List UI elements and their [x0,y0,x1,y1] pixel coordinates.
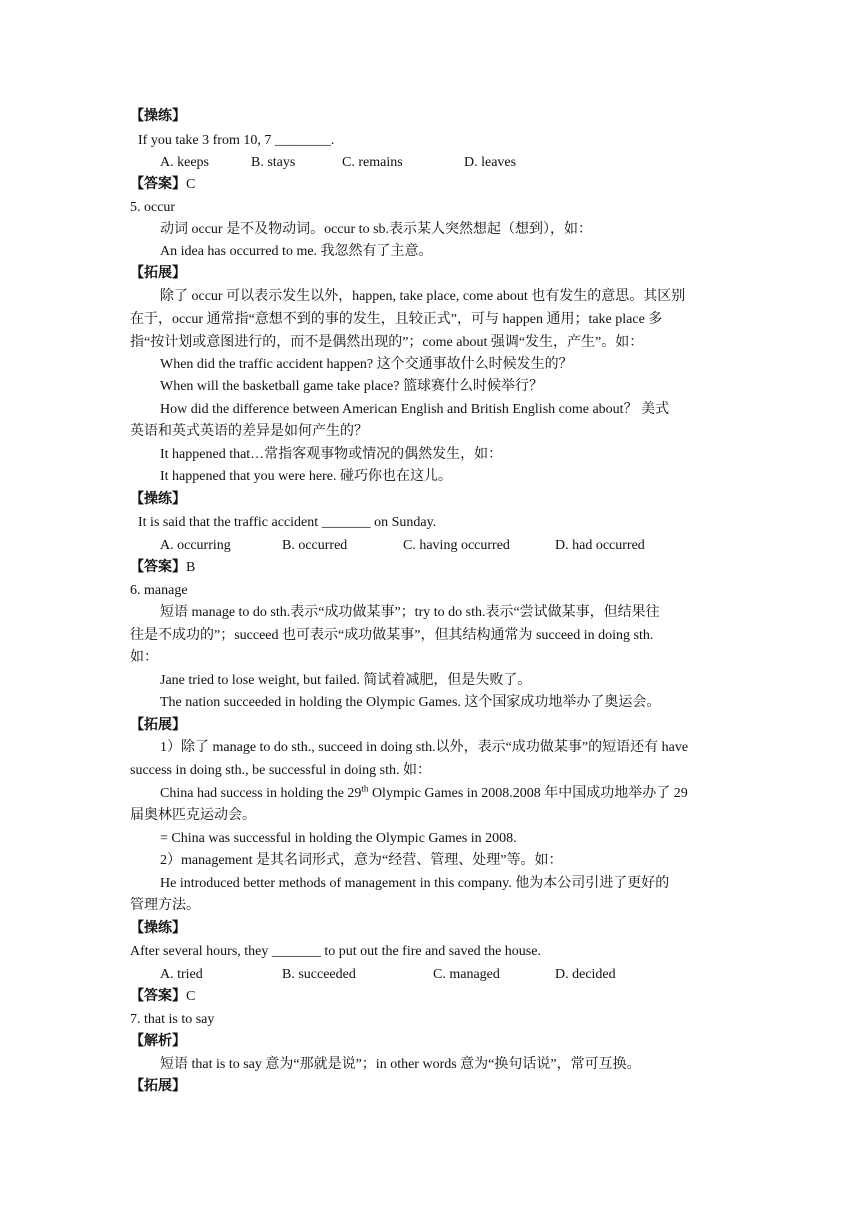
example-part: Olympic Games in 2008.2008 年中国成功地举办了 29 [368,786,688,801]
answer-value: C [186,177,196,192]
answer-heading: 【答案】 [130,989,186,1004]
example-sentence: How did the difference between American English and British English come about？ 美式 [160,402,670,417]
example-sentence: He introduced better methods of management in this company. 他为本公司引进了更好的 [160,876,670,891]
option-d: D. decided [555,967,616,982]
extend-heading: 【拓展】 [130,1079,186,1094]
option-c: C. remains [342,155,403,170]
example-sentence: 届奥林匹克运动会。 [130,808,256,823]
extend-text: success in doing sth., be successful in doing sth. 如： [130,763,431,778]
item-title: 6. manage [130,583,188,598]
explanation-text: 短语 that is to say 意为“那就是说”；in other words 意为“换句话说”，常可互换。 [160,1057,641,1072]
question-stem: After several hours, they _______ to put out the fire and saved the house. [130,944,541,959]
explanation-text: It happened that…常指客观事物或情况的偶然发生，如： [160,447,503,462]
example-sentence: Jane tried to lose weight, but failed. 简试着减肥，但是失败了。 [160,673,532,688]
option-b: B. occurred [282,538,348,553]
answer-value: C [186,989,196,1004]
practice-heading: 【操练】 [130,492,186,507]
answer-value: B [186,560,196,575]
option-d: D. leaves [464,155,517,170]
extend-heading: 【拓展】 [130,266,186,281]
example-sentence: 英语和英式英语的差异是如何产生的？ [130,424,368,439]
example-sentence: When did the traffic accident happen? 这个交通事故什么时候发生的？ [160,357,573,372]
example-sentence: An idea has occurred to me. 我忽然有了主意。 [160,244,433,259]
extend-text: 指“按计划或意图进行的，而不是偶然出现的”；come about 强调“发生，产生”。如： [130,335,644,350]
example-part: China had success in holding the 29 [160,786,362,801]
extend-text: 2）management 是其名词形式，意为“经营、管理、处理”等。如： [160,853,563,868]
extend-text: 除了 occur 可以表示发生以外，happen, take place, come about 也有发生的意思。其区别 [160,289,686,304]
example-sentence: When will the basketball game take place? 篮球赛什么时候举行？ [160,379,543,394]
analysis-heading: 【解析】 [130,1034,186,1049]
explanation-text: 如： [130,650,158,665]
item-title: 7. that is to say [130,1012,215,1027]
answer-heading: 【答案】 [130,560,186,575]
extend-heading: 【拓展】 [130,718,186,733]
example-sentence: It happened that you were here. 碰巧你也在这儿。 [160,469,452,484]
example-sentence [160,785,688,803]
answer-line [130,176,195,194]
explanation-text: 往是不成功的”；succeed 也可表示“成功做某事”，但其结构通常为 succeed in doing sth. [130,628,654,643]
answer-line [130,988,195,1006]
option-a: A. occurring [160,538,231,553]
example-sentence: The nation succeeded in holding the Olympic Games. 这个国家成功地举办了奥运会。 [160,695,661,710]
example-sentence: = China was successful in holding the Olympic Games in 2008. [160,831,517,846]
answer-line [130,559,195,577]
question-stem: It is said that the traffic accident _______ on Sunday. [138,515,437,530]
example-sentence: 管理方法。 [130,898,200,913]
practice-heading: 【操练】 [130,109,186,124]
option-c: C. having occurred [403,538,510,553]
option-b: B. stays [251,155,296,170]
practice-heading: 【操练】 [130,921,186,936]
superscript-ordinal: th [361,783,369,794]
explanation-text: 短语 manage to do sth.表示“成功做某事”；try to do sth.表示“尝试做某事，但结果往 [160,605,660,620]
option-d: D. had occurred [555,538,645,553]
extend-text: 在于，occur 通常指“意想不到的事的发生，且较正式”，可与 happen 通用；take place 多 [130,312,663,327]
item-title: 5. occur [130,200,176,215]
option-a: A. keeps [160,155,209,170]
extend-text: 1）除了 manage to do sth., succeed in doing sth.以外，表示“成功做某事”的短语还有 have [160,740,689,755]
option-c: C. managed [433,967,500,982]
option-a: A. tried [160,967,203,982]
question-stem: If you take 3 from 10, 7 ________. [138,133,335,148]
explanation-text: 动词 occur 是不及物动词。occur to sb.表示某人突然想起（想到），如： [160,222,593,237]
option-b: B. succeeded [282,967,356,982]
answer-heading: 【答案】 [130,177,186,192]
